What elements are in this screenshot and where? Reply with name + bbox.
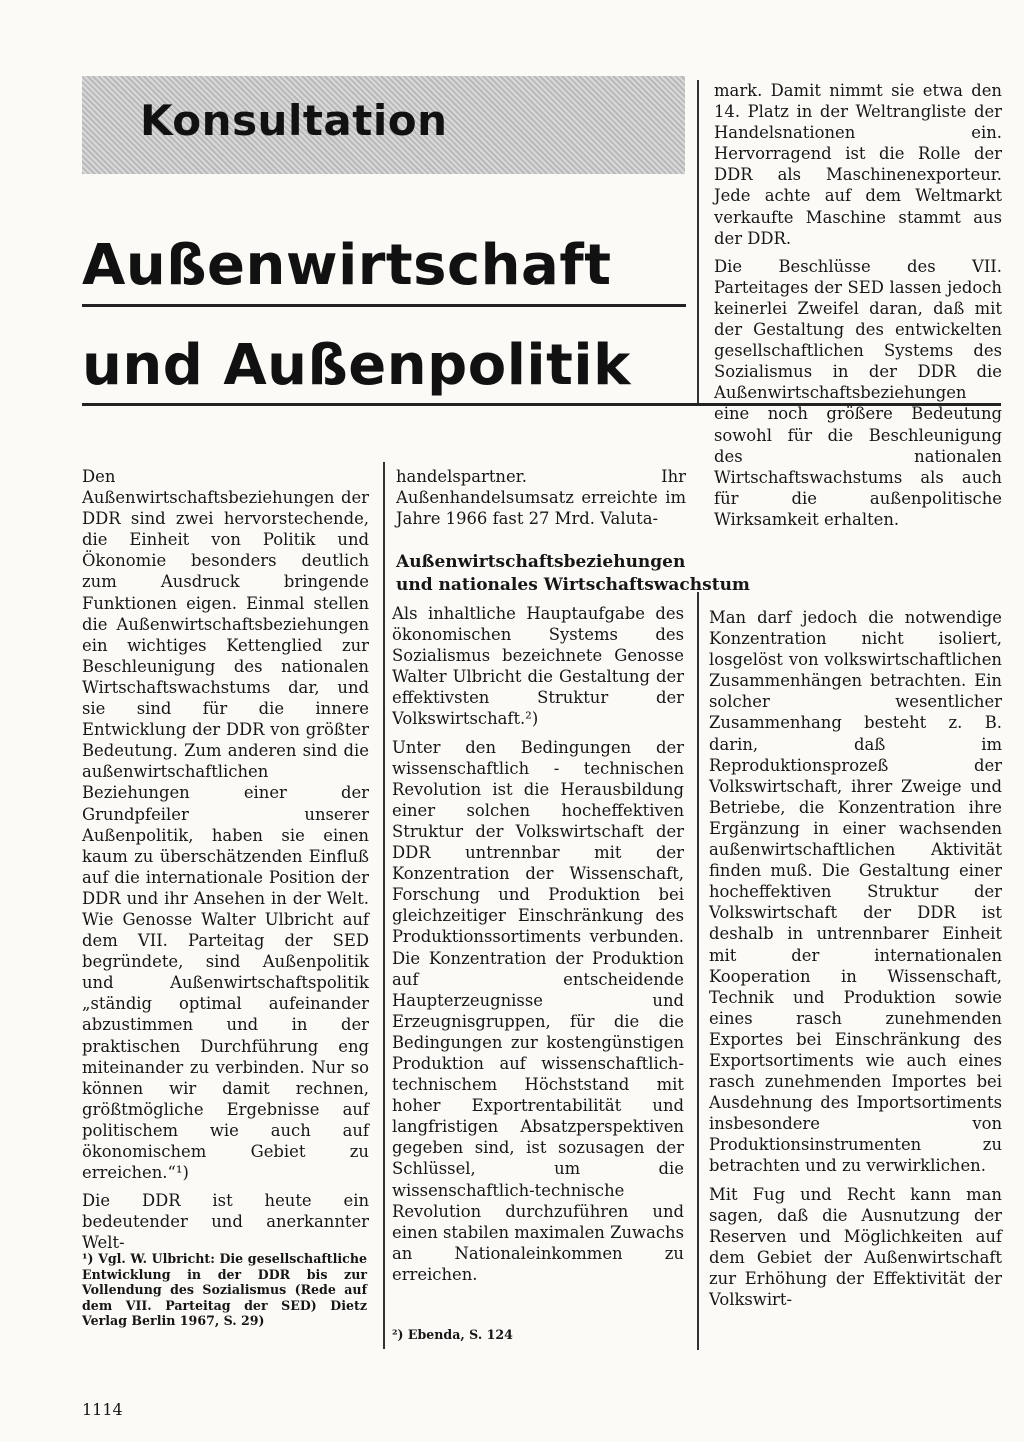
paragraph: Die DDR ist heute ein bedeutender und anerkannter Welt- — [82, 1191, 369, 1253]
footnote-2: ²) Ebenda, S. 124 — [392, 1327, 513, 1342]
page-number: 1114 — [82, 1400, 123, 1419]
column-rule-left — [383, 462, 385, 1349]
column-right — [709, 607, 1002, 1310]
headline-line-1: Außenwirtschaft — [82, 233, 612, 298]
headline-line-2: und Außenpolitik — [82, 333, 631, 398]
column-top-right — [714, 80, 1002, 530]
headline-rule-1 — [82, 304, 686, 307]
paragraph: Unter den Bedingungen der wissenschaftlich - technischen Revolution ist die Herausbildung einer solchen hocheffektiven Struktur der Volkswirtschaft der DDR untrennbar mit der Konzentration der Wissenschaft, Forschung und Produktion bei gleichzeitiger Einschränkung des Produktionssortiments verbunden. Die Konzentration der Produktion auf entscheidende Haupterzeugnisse und Erzeugnisgruppen, für die die Bedingungen zur kostengünstigen Produktion auf wissenschaftlich-technischem Höchststand mit hoher Exportrentabilität und langfristigen Absatzperspektiven gegeben sind, ist sozusagen der Schlüssel, um die wissenschaftlich-technische Revolution durchzuführen und einen stabilen maximalen Zuwachs an Nationaleinkommen zu erreichen. — [392, 737, 684, 1284]
column-middle — [392, 603, 684, 1285]
section-subhead-line-1: Außenwirtschaftsbeziehungen — [396, 552, 686, 572]
paragraph: Die Beschlüsse des VII. Parteitages der SED lassen jedoch keinerlei Zweifel daran, daß mit der Gestaltung des entwickelten gesellschaftlichen Systems des Sozialismus in der DDR die Außenwirtschaftsbeziehungen eine noch größere Bedeutung sowohl für die Beschleunigung des nationalen Wirtschaftswachstums als auch für die außenpolitische Wirksamkeit erhalten. — [714, 256, 1002, 529]
paragraph: Als inhaltliche Hauptaufgabe des ökonomischen Systems des Sozialismus bezeichnete Genosse Walter Ulbricht die Gestaltung der effektivsten Struktur der Volkswirtschaft.²) — [392, 604, 684, 729]
kicker-box — [82, 76, 685, 174]
paragraph: Man darf jedoch die notwendige Konzentration nicht isoliert, losgelöst von volkswirtschaftlichen Zusammenhängen betrachten. Ein solcher wesentlicher Zusammenhang besteht z. B. darin, daß im Reproduktionsprozeß der Volkswirtschaft, ihrer Zweige und Betriebe, die Konzentration ihre Ergänzung in einer wachsenden außenwirtschaftlichen Aktivität finden muß. Die Gestaltung einer hocheffektiven Struktur der Volkswirtschaft der DDR ist deshalb in untrennbarer Einheit mit der internationalen Kooperation in Wissenschaft, Technik und Produktion sowie eines rasch zunehmenden Exportes bei Einschränkung des Exportsortiments wie auch eines rasch zunehmenden Importes bei Ausdehnung des Importsortiments insbesondere von Produktionsinstrumenten zu betrachten und zu verwirklichen. — [709, 608, 1002, 1176]
paragraph: Den Außenwirtschaftsbeziehungen der DDR sind zwei hervorstechende, die Einheit von Politik und Ökonomie besonders deutlich zum Ausdruck bringende Funktionen eigen. Einmal stellen die Außenwirtschaftsbeziehungen ein wichtiges Kettenglied zur Beschleunigung des nationalen Wirtschaftswachstums dar, und sie sind für die innere Entwicklung der DDR von größter Bedeutung. Zum anderen sind die außenwirtschaftlichen Beziehungen einer der Grundpfeiler unserer Außenpolitik, haben sie einen kaum zu überschätzenden Einfluß auf die internationale Position der DDR und ihr Ansehen in der Welt. Wie Genosse Walter Ulbricht auf dem VII. Parteitag der SED begründete, sind Außenpolitik und Außenwirtschaftspolitik „ständig optimal aufeinander abzustimmen und in der praktischen Durchführung eng miteinander zu verbinden. Nur so können wir damit rechnen, größtmögliche Ergebnisse auf politischem wie auch auf ökonomischem Gebiet zu erreichen.“¹) — [82, 467, 369, 1183]
footnote-1: ¹) Vgl. W. Ulbricht: Die gesellschaftliche Entwicklung in der DDR bis zur Vollendung des Sozialismus (Rede auf dem VII. Parteitag der SED) Dietz Verlag Berlin 1967, S. 29) — [82, 1251, 367, 1329]
paragraph: Mit Fug und Recht kann man sagen, daß die Ausnutzung der Reserven und Möglichkeiten auf dem Gebiet der Außenwirtschaft zur Erhöhung der Effektivität der Volkswirt- — [709, 1184, 1002, 1309]
paragraph: handelspartner. Ihr Außenhandelsumsatz erreichte im Jahre 1966 fast 27 Mrd. Valuta- — [396, 467, 686, 529]
kicker-label: Konsultation — [140, 96, 448, 145]
paragraph: mark. Damit nimmt sie etwa den 14. Platz in der Weltrangliste der Handelsnationen ein. Hervorragend ist die Rolle der DDR als Maschinenexporteur. Jede achte auf dem Weltmarkt verkaufte Maschine stammt aus der DDR. — [714, 81, 1002, 248]
section-subhead-line-2: und nationales Wirtschaftswachstum — [396, 575, 750, 595]
column-middle-top — [396, 466, 686, 529]
column-rule-right — [697, 592, 699, 1350]
column-left — [82, 466, 369, 1253]
column-rule-top-right — [697, 80, 699, 403]
